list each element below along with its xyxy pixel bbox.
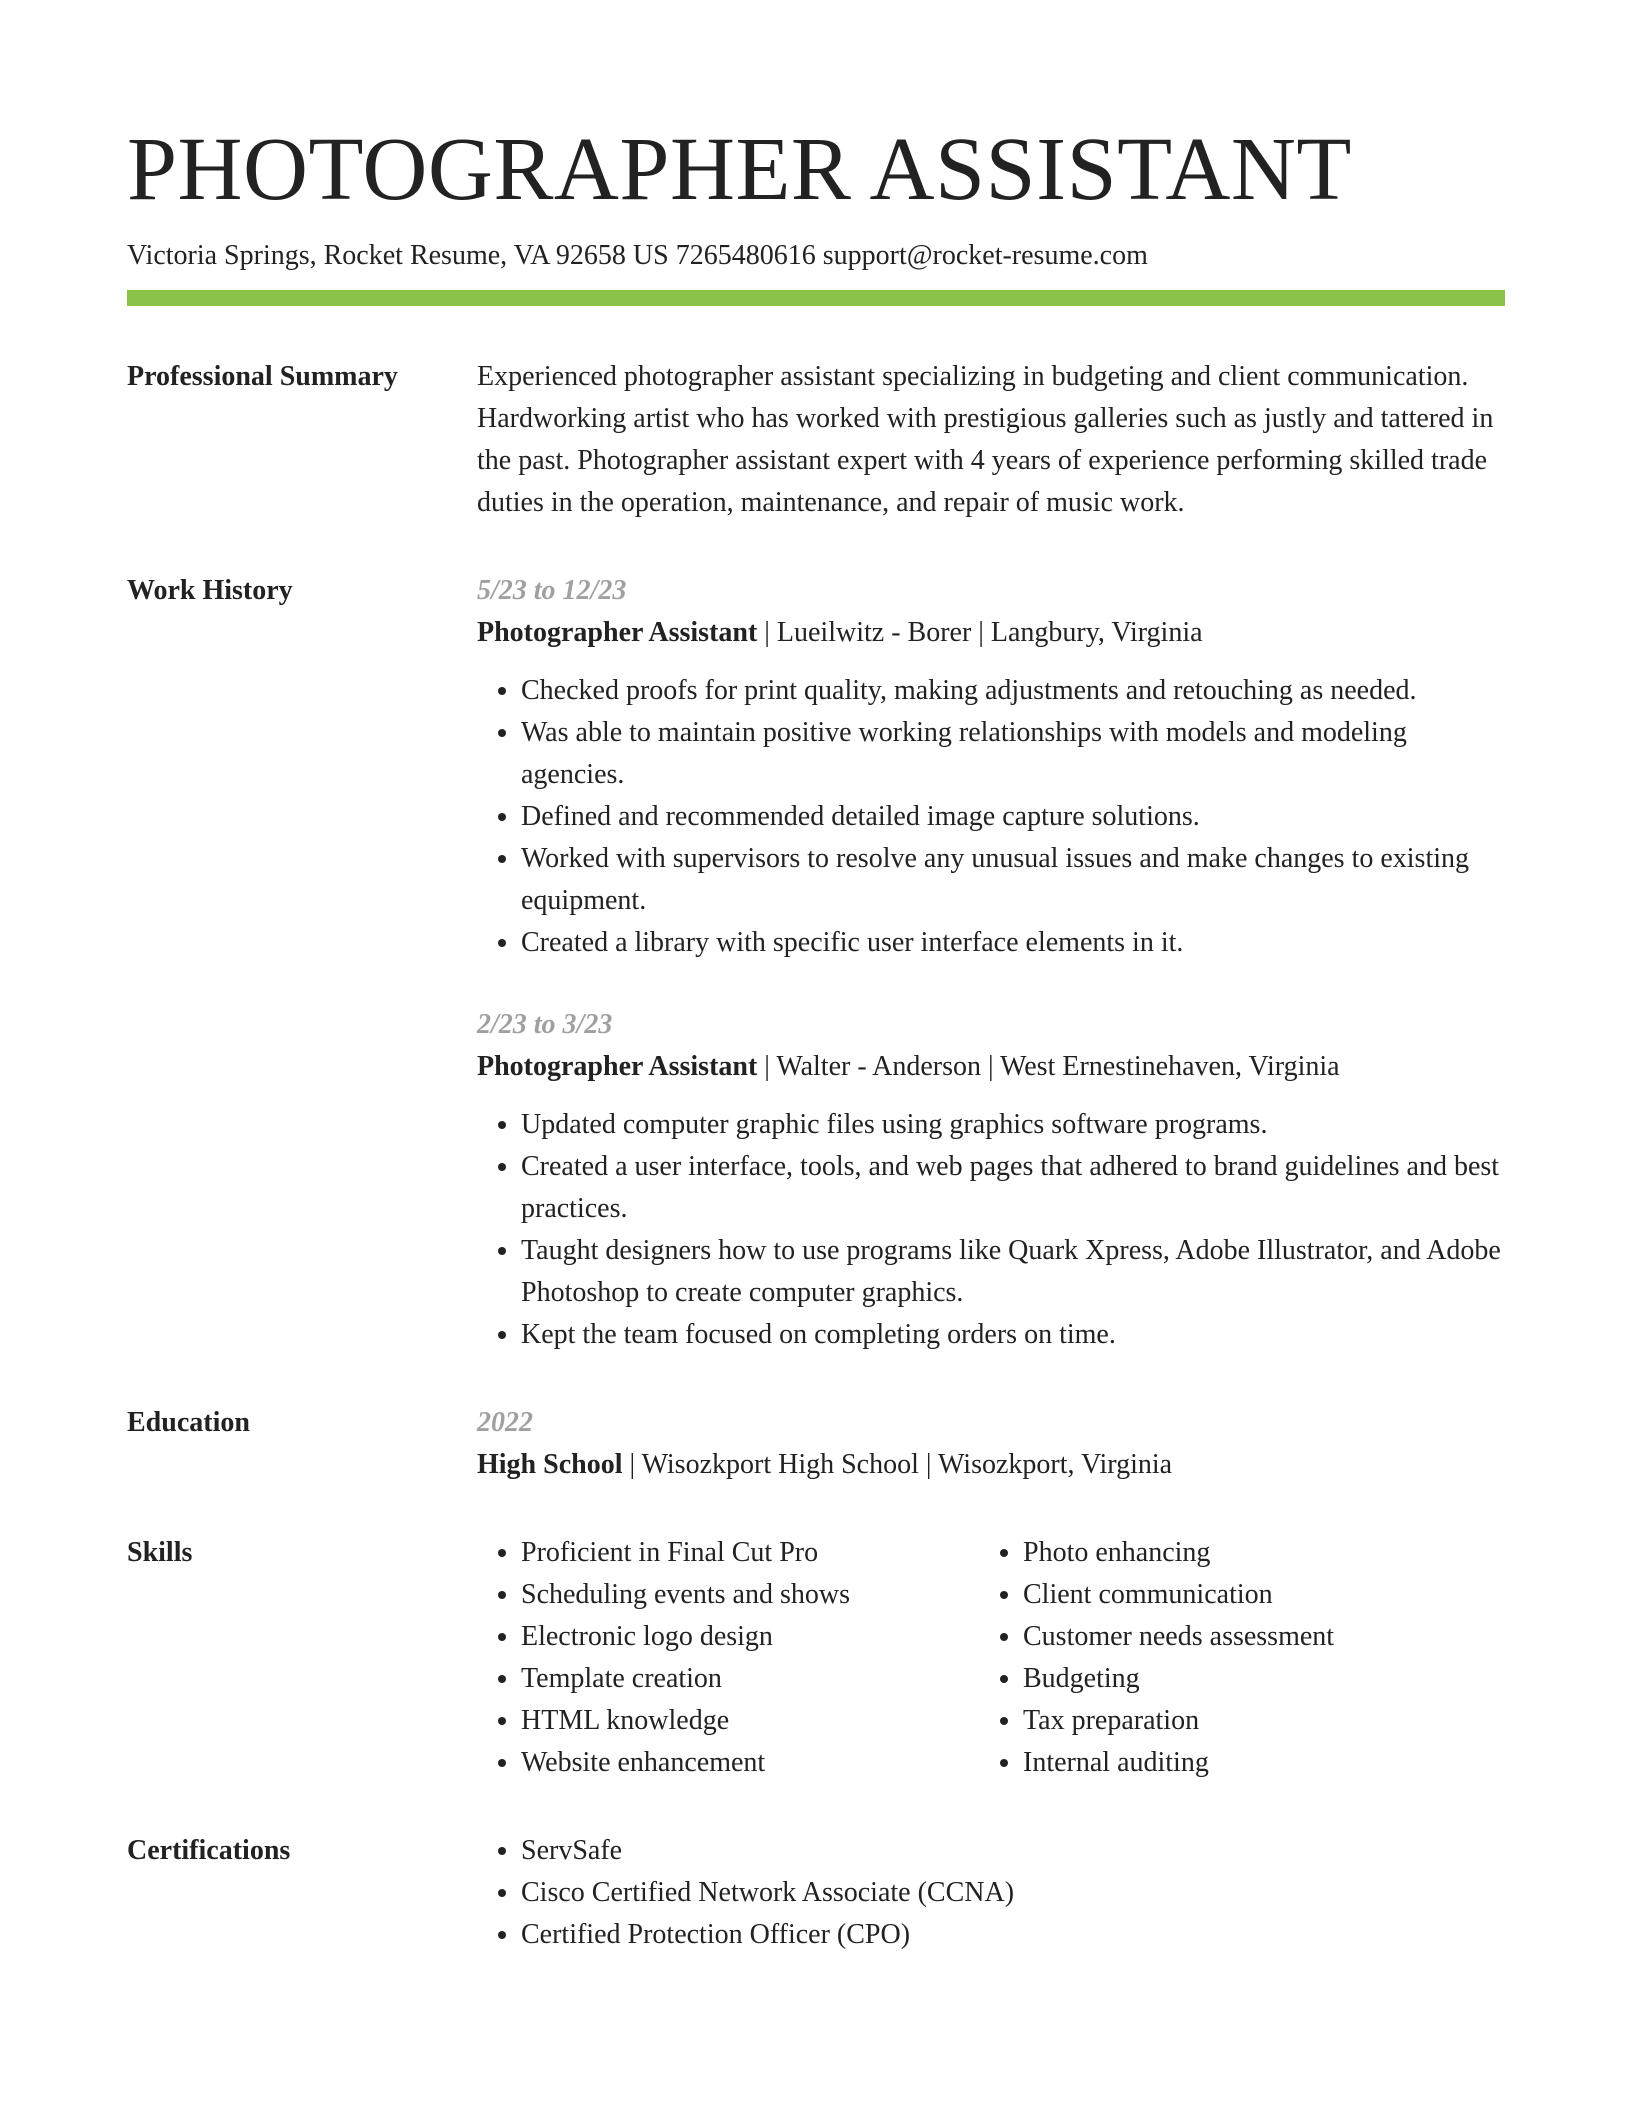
certifications-content [477, 1830, 1505, 1956]
list-item: • Client communication [1023, 1574, 1334, 1616]
list-item: • Template creation [521, 1658, 979, 1700]
skills-list-right [979, 1532, 1334, 1784]
job-dates: 2/23 to 3/23 [477, 1009, 613, 1040]
education-line [477, 1444, 1505, 1486]
job-title: Photographer Assistant [477, 617, 758, 648]
skills-section [127, 1532, 1505, 1784]
certifications-section [127, 1830, 1505, 1956]
section-label-skills: Skills [127, 1537, 193, 1568]
list-item: • Taught designers how to use programs like Quark Xpress, Adobe Illustrator, and Adobe Photoshop to create computer graphics. [521, 1230, 1505, 1314]
list-item: • Updated computer graphic files using graphics software programs. [521, 1104, 1505, 1146]
education-year: 2022 [477, 1407, 533, 1438]
education-section [127, 1402, 1505, 1486]
section-label-education: Education [127, 1407, 250, 1438]
list-item: • Photo enhancing [1023, 1532, 1334, 1574]
list-item: • Internal auditing [1023, 1742, 1334, 1784]
resume-title: PHOTOGRAPHER ASSISTANT [127, 120, 1352, 219]
summary-section [127, 356, 1505, 524]
education-details: | Wisozkport High School | Wisozkport, Virginia [622, 1449, 1173, 1480]
job-dates: 5/23 to 12/23 [477, 575, 627, 606]
summary-content [477, 356, 1505, 524]
contact-address: Victoria Springs, Rocket Resume, VA 92658 US [127, 240, 669, 271]
list-item: • Was able to maintain positive working relationships with models and modeling agencies. [521, 712, 1505, 796]
skills-list-left [477, 1532, 979, 1784]
job-role-line [477, 1046, 1505, 1088]
list-item: • Electronic logo design [521, 1616, 979, 1658]
list-item: • Tax preparation [1023, 1700, 1334, 1742]
education-degree: High School [477, 1449, 623, 1480]
list-item: • Website enhancement [521, 1742, 979, 1784]
list-item: • Proficient in Final Cut Pro [521, 1532, 979, 1574]
education-content [477, 1402, 1505, 1486]
job-title: Photographer Assistant [477, 1051, 758, 1082]
list-item: • Budgeting [1023, 1658, 1334, 1700]
contact-email: support@rocket-resume.com [822, 240, 1148, 271]
summary-text: Experienced photographer assistant specializing in budgeting and client communication. Hardworking artist who has worked with prestigious galleries such as justly and tattered in the past. Photographer assistant expert with 4 years of experience performing skilled trade duties in the operation, maintenance, and repair of music work. [477, 361, 1494, 518]
header-divider [127, 290, 1505, 306]
contact-line [127, 238, 1505, 274]
certifications-list [477, 1830, 1505, 1956]
list-item: • Checked proofs for print quality, making adjustments and retouching as needed. [521, 670, 1505, 712]
list-item: • Cisco Certified Network Associate (CCNA) [521, 1872, 1505, 1914]
list-item: • Defined and recommended detailed image capture solutions. [521, 796, 1505, 838]
list-item: • Kept the team focused on completing orders on time. [521, 1314, 1505, 1356]
work-history-section [127, 570, 1505, 1356]
job-bullets [477, 1104, 1505, 1356]
job-role-line [477, 612, 1505, 654]
list-item: • ServSafe [521, 1830, 1505, 1872]
work-history-content [477, 570, 1505, 1356]
contact-phone: 7265480616 [675, 240, 816, 271]
section-label-work-history: Work History [127, 575, 293, 606]
skills-content [477, 1532, 1505, 1784]
job-details: | Lueilwitz - Borer | Langbury, Virginia [757, 617, 1203, 648]
list-item: • HTML knowledge [521, 1700, 979, 1742]
job-details: | Walter - Anderson | West Ernestinehaven, Virginia [757, 1051, 1340, 1082]
list-item: • Created a user interface, tools, and web pages that adhered to brand guidelines and best practices. [521, 1146, 1505, 1230]
list-item: • Scheduling events and shows [521, 1574, 979, 1616]
section-label-summary: Professional Summary [127, 361, 398, 392]
list-item: • Certified Protection Officer (CPO) [521, 1914, 1505, 1956]
job-entry [477, 570, 1505, 964]
job-entry [477, 1004, 1505, 1356]
list-item: • Created a library with specific user interface elements in it. [521, 922, 1505, 964]
list-item: • Customer needs assessment [1023, 1616, 1334, 1658]
list-item: • Worked with supervisors to resolve any unusual issues and make changes to existing equipment. [521, 838, 1505, 922]
job-bullets [477, 670, 1505, 964]
section-label-certifications: Certifications [127, 1835, 291, 1866]
